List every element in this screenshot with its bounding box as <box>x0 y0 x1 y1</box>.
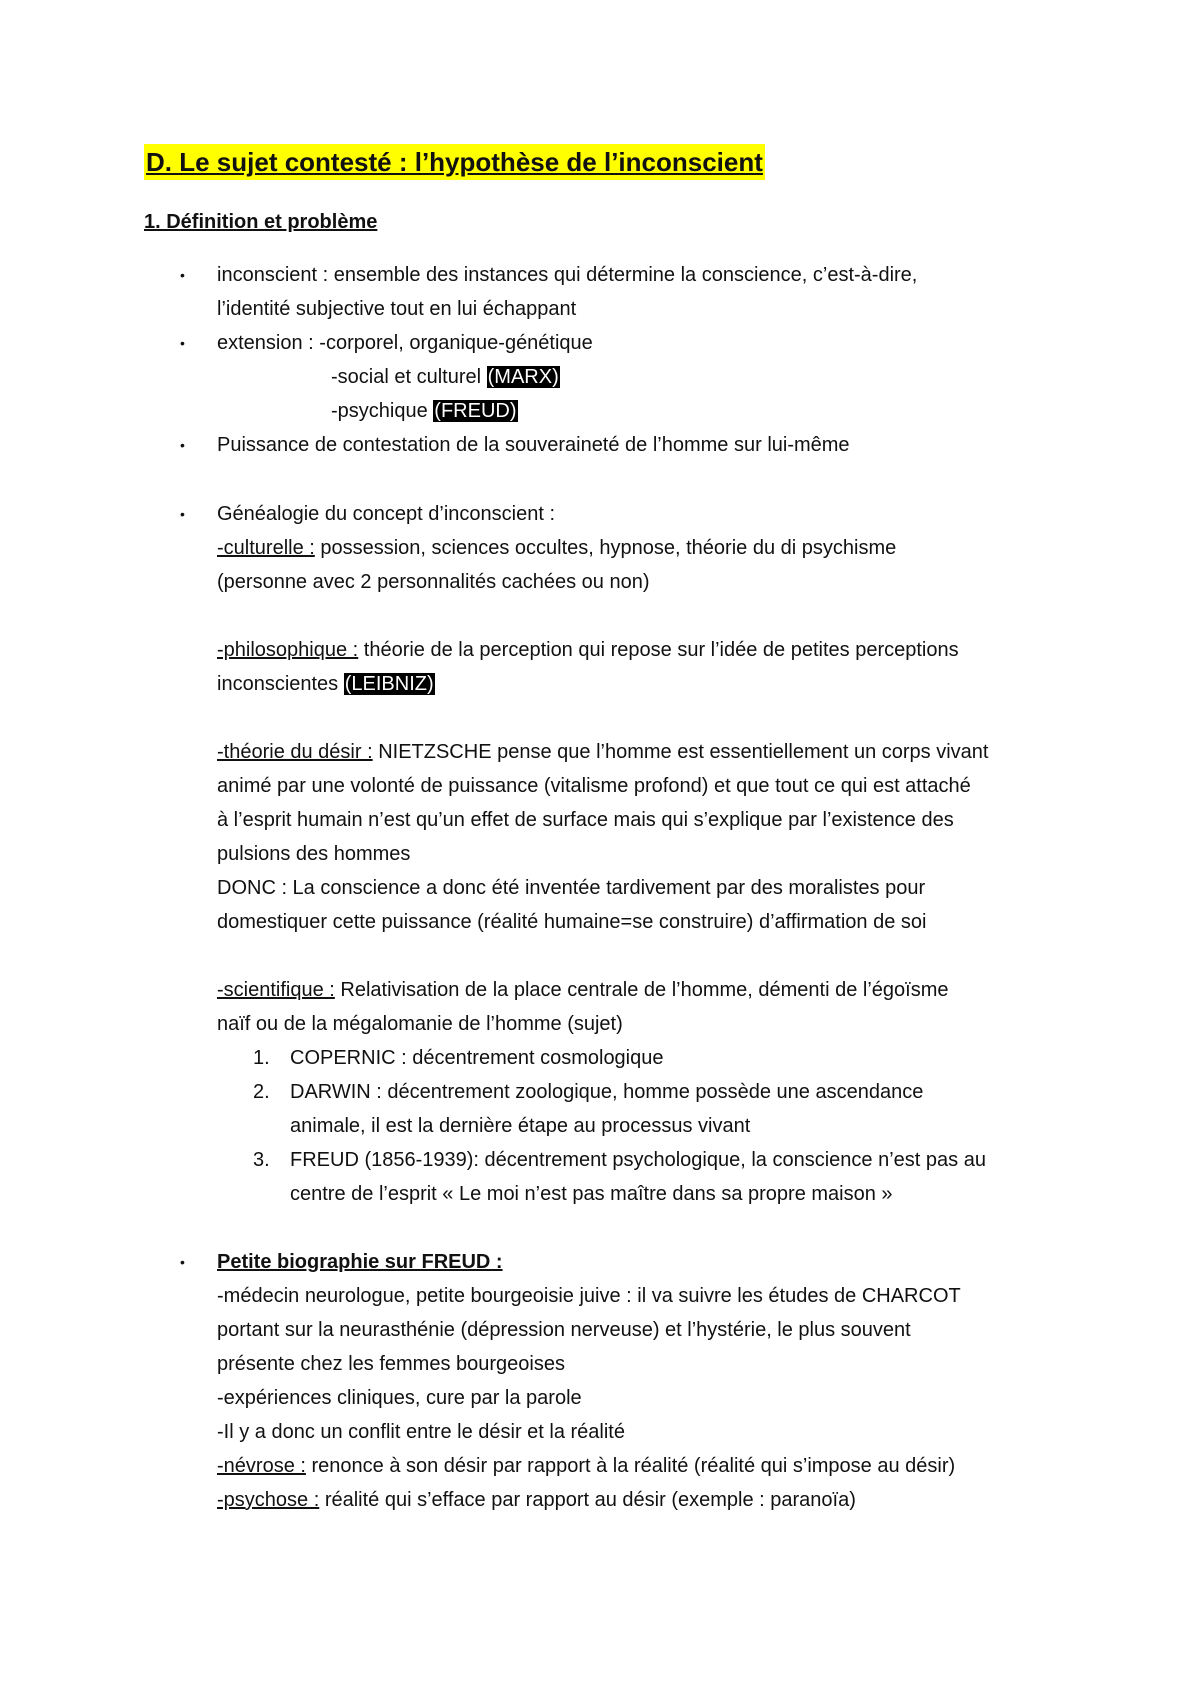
philosophique-text2: inconscientes <box>217 673 344 695</box>
author-tag: (FREUD) <box>434 400 517 422</box>
list-item: DARWIN : décentrement zoologique, homme possède une ascendance <box>290 1081 924 1103</box>
philosophique-line2 <box>217 667 435 701</box>
bullet-subline <box>331 394 518 428</box>
bullet-text: inconscient : ensemble des instances qui détermine la conscience, c’est-à-dire, <box>217 264 918 286</box>
bullet-text: Généalogie du concept d’inconscient : <box>217 503 556 525</box>
section-heading: 1. Définition et problème <box>144 211 378 233</box>
scientifique-label: -scientifique : <box>217 979 335 1001</box>
desir-label: -théorie du désir : <box>217 741 373 763</box>
subline-text: -psychique <box>331 400 434 422</box>
subline-text: -social et culturel <box>331 366 487 388</box>
bullet-icon: • <box>180 506 185 522</box>
list-number: 2. <box>253 1081 270 1103</box>
freud-bio-line: -médecin neurologue, petite bourgeoisie juive : il va suivre les études de CHARCOT <box>217 1285 961 1307</box>
list-number: 3. <box>253 1149 270 1171</box>
philosophique-line <box>217 633 959 667</box>
bullet-text: l’identité subjective tout en lui échappant <box>217 298 577 320</box>
desir-line2: animé par une volonté de puissance (vitalisme profond) et que tout ce qui est attaché <box>217 775 971 797</box>
list-number: 1. <box>253 1047 270 1069</box>
desir-line3: à l’esprit humain n’est qu’un effet de surface mais qui s’explique par l’existence des <box>217 809 954 831</box>
nevrose-line <box>217 1449 955 1483</box>
psychose-text: réalité qui s’efface par rapport au désir (exemple : paranoïa) <box>319 1489 856 1511</box>
bullet-icon: • <box>180 1254 185 1270</box>
freud-bio-line: -Il y a donc un conflit entre le désir et la réalité <box>217 1421 625 1443</box>
psychose-line <box>217 1483 856 1517</box>
culturelle-label: -culturelle : <box>217 537 315 559</box>
desir-text: NIETZSCHE pense que l’homme est essentiellement un corps vivant <box>372 741 989 763</box>
desir-line <box>217 735 988 769</box>
desir-line5: DONC : La conscience a donc été inventée tardivement par des moralistes pour <box>217 877 926 899</box>
bullet-icon: • <box>180 335 185 351</box>
bullet-text: extension : -corporel, organique-génétique <box>217 332 593 354</box>
scientifique-text: Relativisation de la place centrale de l’homme, démenti de l’égoïsme <box>334 979 949 1001</box>
scientifique-line <box>217 973 949 1007</box>
list-item-continuation: animale, il est la dernière étape au processus vivant <box>290 1115 751 1137</box>
list-item-continuation: centre de l’esprit « Le moi n’est pas maître dans sa propre maison » <box>290 1183 893 1205</box>
document-title: D. Le sujet contesté : l’hypothèse de l’inconscient <box>144 144 765 180</box>
culturelle-line <box>217 531 896 565</box>
freud-bio-heading: Petite biographie sur FREUD : <box>217 1251 503 1273</box>
culturelle-line2: (personne avec 2 personnalités cachées ou non) <box>217 571 650 593</box>
author-tag: (MARX) <box>487 366 559 388</box>
nevrose-label: -névrose : <box>217 1455 306 1477</box>
nevrose-text: renonce à son désir par rapport à la réalité (réalité qui s’impose au désir) <box>305 1455 956 1477</box>
freud-bio-line: présente chez les femmes bourgeoises <box>217 1353 565 1375</box>
freud-bio-line: portant sur la neurasthénie (dépression nerveuse) et l’hystérie, le plus souvent <box>217 1319 911 1341</box>
author-tag: (LEIBNIZ) <box>344 673 434 695</box>
psychose-label: -psychose : <box>217 1489 320 1511</box>
list-item: COPERNIC : décentrement cosmologique <box>290 1047 664 1069</box>
bullet-text: Puissance de contestation de la souveraineté de l’homme sur lui-même <box>217 434 850 456</box>
philosophique-text: théorie de la perception qui repose sur l’idée de petites perceptions <box>358 639 959 661</box>
bullet-icon: • <box>180 267 185 283</box>
bullet-icon: • <box>180 437 185 453</box>
bullet-subline <box>331 360 560 394</box>
desir-line4: pulsions des hommes <box>217 843 411 865</box>
philosophique-label: -philosophique : <box>217 639 359 661</box>
freud-bio-line: -expériences cliniques, cure par la parole <box>217 1387 582 1409</box>
scientifique-line2: naïf ou de la mégalomanie de l’homme (sujet) <box>217 1013 623 1035</box>
list-item: FREUD (1856-1939): décentrement psychologique, la conscience n’est pas au <box>290 1149 986 1171</box>
culturelle-text: possession, sciences occultes, hypnose, théorie du di psychisme <box>314 537 897 559</box>
desir-line6: domestiquer cette puissance (réalité humaine=se construire) d’affirmation de soi <box>217 911 927 933</box>
